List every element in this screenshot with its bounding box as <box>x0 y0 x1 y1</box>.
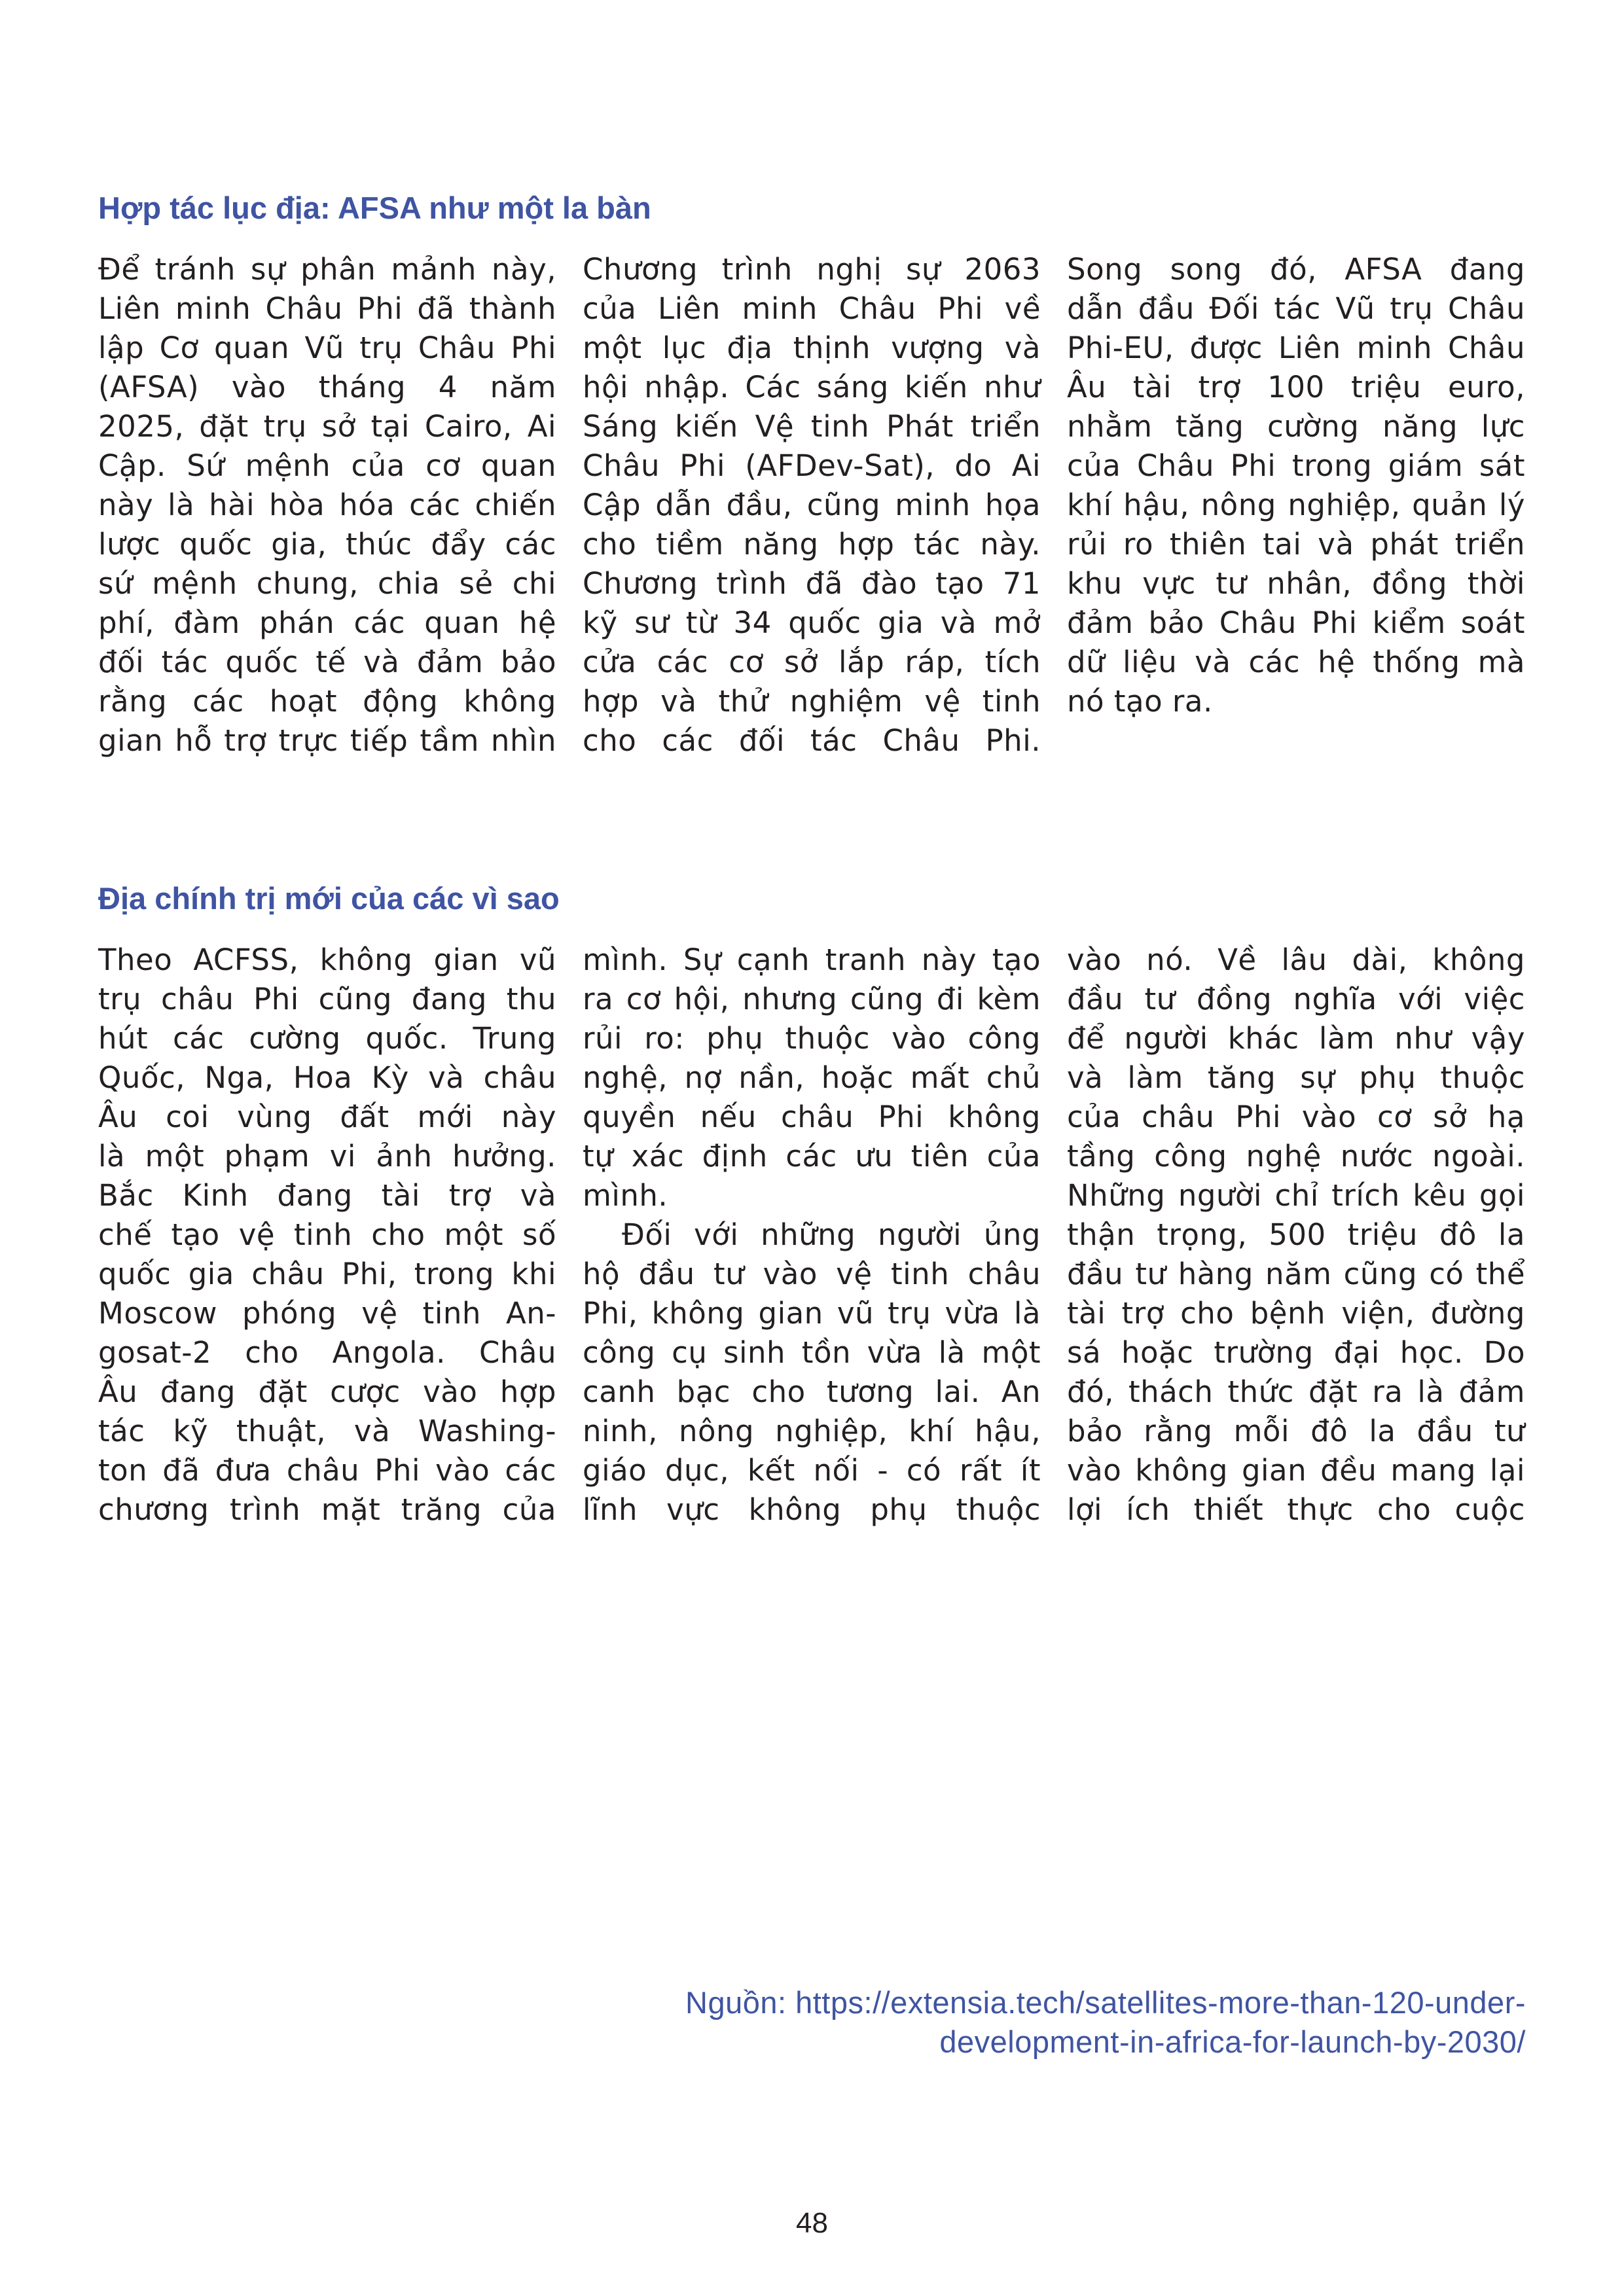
text-line: của Châu Phi trong giám sát <box>1067 448 1525 483</box>
text-line: vào nó. Về lâu dài, không <box>1067 942 1525 977</box>
text-line: bảo rằng mỗi đô la đầu tư <box>1067 1414 1525 1448</box>
text-line: khu vực tư nhân, đồng thời <box>1067 566 1525 601</box>
text-line: mình. Sự cạnh tranh này tạo <box>583 942 1041 977</box>
text-line: thận trọng, 500 triệu đô la <box>1067 1217 1525 1252</box>
text-line: phí, đàm phán các quan hệ <box>98 605 556 640</box>
text-line: sá hoặc trường đại học. Do <box>1067 1335 1525 1370</box>
text-line: và làm tăng sự phụ thuộc <box>1067 1060 1525 1095</box>
text-column-3 <box>1067 941 1525 1530</box>
text-line: để người khác làm như vậy <box>1067 1021 1525 1056</box>
text-line: nghệ, nợ nần, hoặc mất chủ <box>583 1060 1041 1095</box>
text-line: Moscow phóng vệ tinh An- <box>98 1296 556 1331</box>
text-line: công cụ sinh tồn vừa là một <box>583 1335 1041 1370</box>
text-line: đầu tư đồng nghĩa với việc <box>1067 982 1525 1016</box>
text-line: Chương trình nghị sự 2063 <box>583 252 1041 287</box>
text-line: Quốc, Nga, Hoa Kỳ và châu <box>98 1060 556 1095</box>
text-line: Theo ACFSS, không gian vũ <box>98 942 556 977</box>
text-line: lược quốc gia, thúc đẩy các <box>98 527 556 562</box>
text-line: lập Cơ quan Vũ trụ Châu Phi <box>98 331 556 365</box>
text-line: tài trợ cho bệnh viện, đường <box>1067 1296 1525 1331</box>
text-line: Chương trình đã đào tạo 71 <box>583 566 1041 601</box>
text-line: Bắc Kinh đang tài trợ và <box>98 1178 556 1213</box>
text-line: Sáng kiến Vệ tinh Phát triển <box>583 409 1041 444</box>
text-line: đó, thách thức đặt ra là đảm <box>1067 1374 1525 1409</box>
text-line: hộ đầu tư vào vệ tinh châu <box>583 1257 1041 1291</box>
text-line: 2025, đặt trụ sở tại Cairo, Ai <box>98 409 556 444</box>
text-line: Đối với những người ủng <box>622 1217 1041 1252</box>
text-line: chế tạo vệ tinh cho một số <box>98 1217 556 1252</box>
text-line: lợi ích thiết thực cho cuộc <box>1067 1492 1525 1527</box>
text-line: rằng các hoạt động không <box>98 684 556 719</box>
section-heading-new-geopolitics: Địa chính trị mới của các vì sao <box>98 881 560 916</box>
text-line: Âu đang đặt cược vào hợp <box>98 1374 556 1409</box>
text-line: cửa các cơ sở lắp ráp, tích <box>583 645 1041 679</box>
text-line: hút các cường quốc. Trung <box>98 1021 556 1056</box>
page-number: 48 <box>796 2207 828 2239</box>
text-line: mình. <box>583 1178 668 1213</box>
text-line: nhằm tăng cường năng lực <box>1067 409 1525 444</box>
text-line: Phi, không gian vũ trụ vừa là <box>583 1296 1041 1331</box>
text-line: nó tạo ra. <box>1067 684 1213 719</box>
text-line: này là hài hòa hóa các chiến <box>98 488 556 522</box>
text-line: trụ châu Phi cũng đang thu <box>98 982 556 1016</box>
text-line: đối tác quốc tế và đảm bảo <box>98 645 556 679</box>
text-line: vào không gian đều mang lại <box>1067 1453 1525 1488</box>
text-line: gian hỗ trợ trực tiếp tầm nhìn <box>98 723 556 758</box>
text-line: Những người chỉ trích kêu gọi <box>1067 1178 1525 1213</box>
text-column-1 <box>98 941 556 1530</box>
text-line: Châu Phi (AFDev-Sat), do Ai <box>583 448 1041 483</box>
text-line: Song song đó, AFSA đang <box>1067 252 1525 287</box>
text-line: ra cơ hội, nhưng cũng đi kèm <box>583 982 1041 1016</box>
text-line: Liên minh Châu Phi đã thành <box>98 291 556 326</box>
text-line: lĩnh vực không phụ thuộc <box>583 1492 1041 1527</box>
text-line: đầu tư hàng năm cũng có thể <box>1067 1257 1525 1291</box>
text-line: đảm bảo Châu Phi kiểm soát <box>1067 605 1525 640</box>
text-line: dẫn đầu Đối tác Vũ trụ Châu <box>1067 291 1525 326</box>
text-line: tác kỹ thuật, và Washing- <box>98 1414 556 1448</box>
text-line: hội nhập. Các sáng kiến như <box>583 370 1041 404</box>
text-line: cho tiềm năng hợp tác này. <box>583 527 1041 562</box>
text-column-2 <box>583 941 1041 1530</box>
text-column-2 <box>583 250 1041 761</box>
text-line: Âu coi vùng đất mới này <box>98 1100 556 1134</box>
text-line: (AFSA) vào tháng 4 năm <box>98 370 556 404</box>
text-line: Cập. Sứ mệnh của cơ quan <box>98 448 556 483</box>
text-line: Cập dẫn đầu, cũng minh họa <box>583 488 1041 522</box>
text-line: là một phạm vi ảnh hưởng. <box>98 1139 556 1174</box>
text-line: tầng công nghệ nước ngoài. <box>1067 1139 1525 1174</box>
text-line: rủi ro: phụ thuộc vào công <box>583 1021 1041 1056</box>
source-citation <box>413 1983 1526 2062</box>
text-line: Phi-EU, được Liên minh Châu <box>1067 331 1525 365</box>
text-line: Âu tài trợ 100 triệu euro, <box>1067 370 1525 404</box>
text-line: Để tránh sự phân mảnh này, <box>98 252 556 287</box>
text-line: giáo dục, kết nối - có rất ít <box>583 1453 1041 1488</box>
source-line-1[interactable]: Nguồn: https://extensia.tech/satellites-more-than-120-under- <box>685 1985 1526 2020</box>
text-line: quyền nếu châu Phi không <box>583 1100 1041 1134</box>
text-line: tự xác định các ưu tiên của <box>583 1139 1041 1174</box>
text-line: khí hậu, nông nghiệp, quản lý <box>1067 488 1525 522</box>
text-line: sứ mệnh chung, chia sẻ chi <box>98 566 556 601</box>
section-heading-afsa-compass: Hợp tác lục địa: AFSA như một la bàn <box>98 190 651 225</box>
text-line: rủi ro thiên tai và phát triển <box>1067 527 1525 562</box>
text-line: một lục địa thịnh vượng và <box>583 331 1041 365</box>
text-line: dữ liệu và các hệ thống mà <box>1067 645 1525 679</box>
text-column-1 <box>98 250 556 761</box>
text-line: chương trình mặt trăng của <box>98 1492 556 1527</box>
text-line: ton đã đưa châu Phi vào các <box>98 1453 556 1488</box>
text-line: của Liên minh Châu Phi về <box>583 291 1041 326</box>
text-line: hợp và thử nghiệm vệ tinh <box>583 684 1041 719</box>
text-line: gosat-2 cho Angola. Châu <box>98 1335 556 1370</box>
text-line: của châu Phi vào cơ sở hạ <box>1067 1100 1525 1134</box>
text-line: canh bạc cho tương lai. An <box>583 1374 1041 1409</box>
source-line-2[interactable]: development-in-africa-for-launch-by-2030/ <box>939 2024 1526 2059</box>
text-line: kỹ sư từ 34 quốc gia và mở <box>583 605 1041 640</box>
text-line: ninh, nông nghiệp, khí hậu, <box>583 1414 1041 1448</box>
text-line: cho các đối tác Châu Phi. <box>583 723 1041 758</box>
text-column-3 <box>1067 250 1525 721</box>
text-line: quốc gia châu Phi, trong khi <box>98 1257 556 1291</box>
